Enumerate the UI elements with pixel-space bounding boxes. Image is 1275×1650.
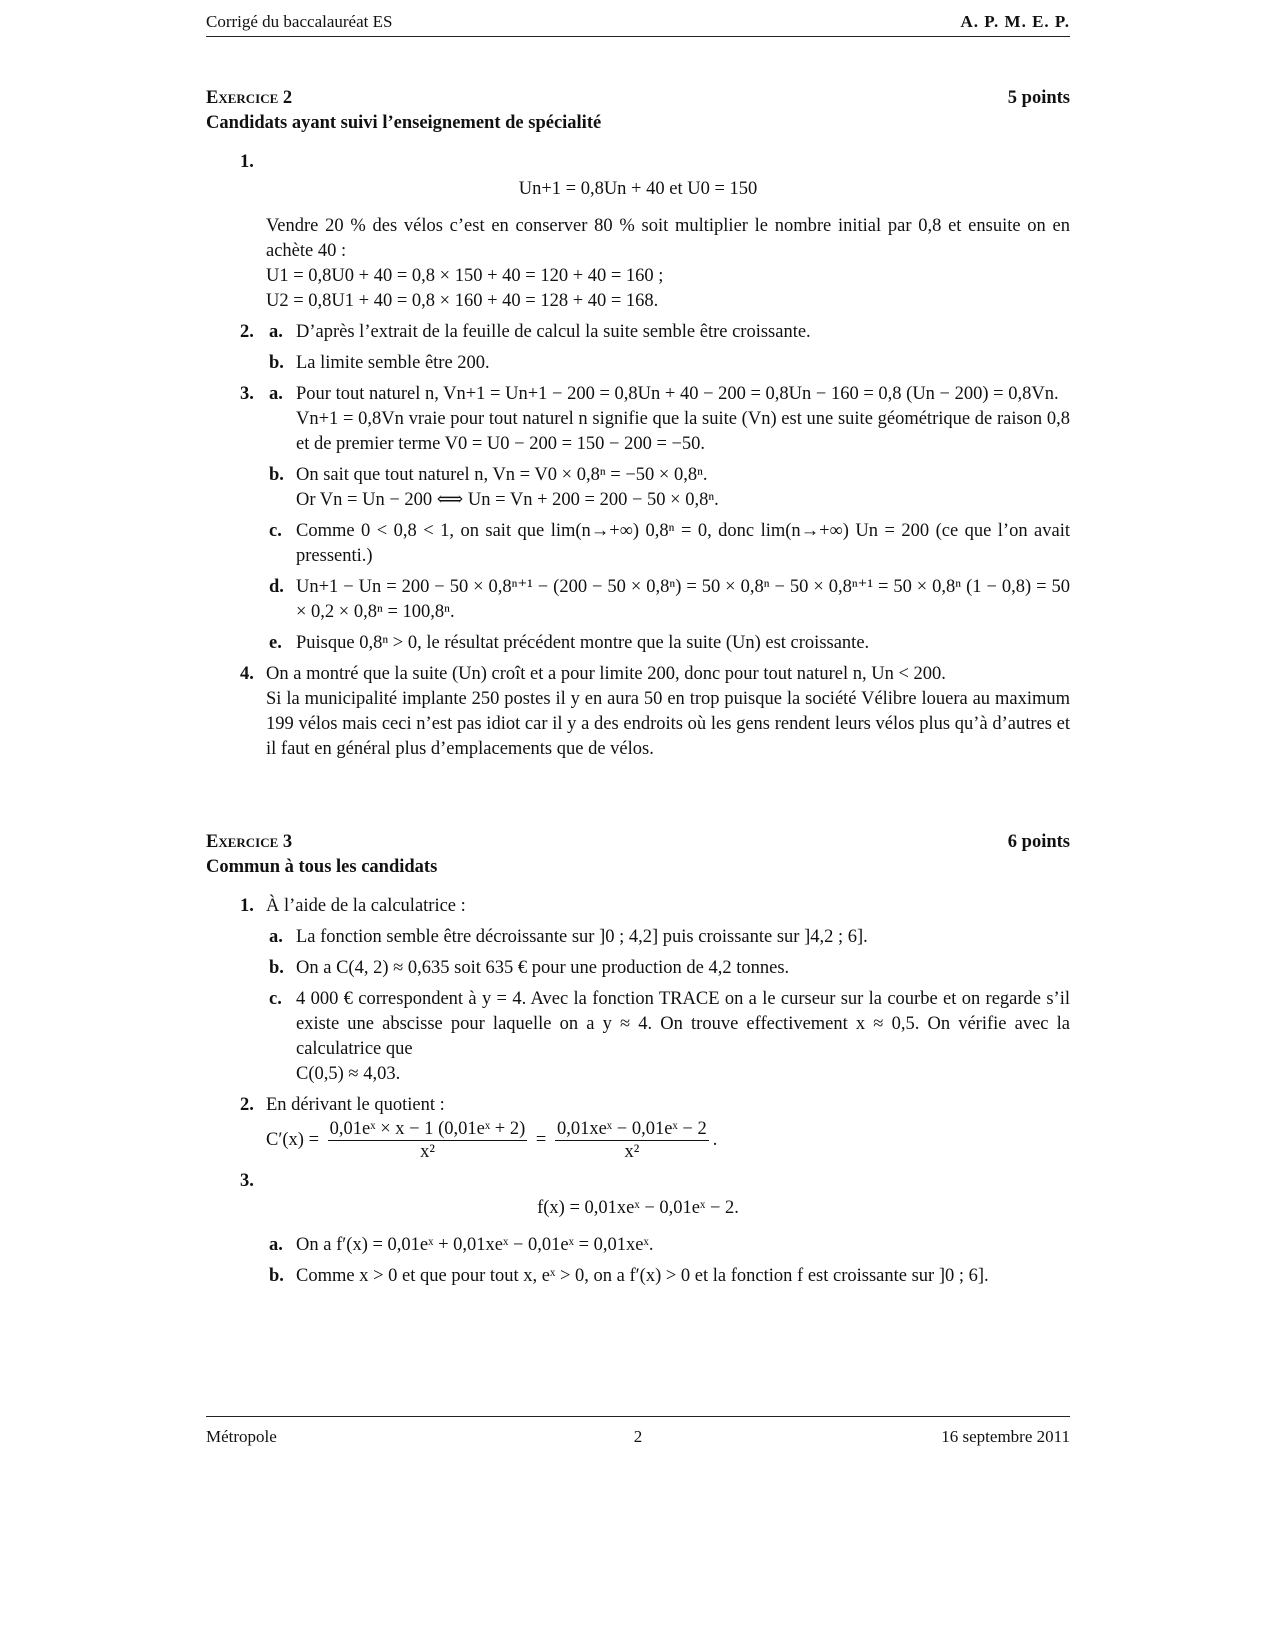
ex3-q1b-text: On a C(4, 2) ≈ 0,635 soit 635 € pour une production de 4,2 tonnes. [296,958,790,978]
footer-right: 16 septembre 2011 [941,1427,1070,1446]
ex3-q2-numerator-2: 0,01xeˣ − 0,01eˣ − 2 [556,1119,707,1139]
exercise-3-points: 6 points [1007,832,1070,852]
ex3-q1b [206,956,1070,981]
ex3-q2-lhs: C′(x) = [266,1129,320,1150]
ex2-q2a-text: D’après l’extrait de la feuille de calcul la suite semble être croissante. [296,322,811,342]
ex2-q3c-letter: c. [269,521,282,541]
ex3-q1a [206,925,1070,950]
ex2-q3d-text: Un+1 − Un = 200 − 50 × 0,8ⁿ⁺¹ − (200 − 50 × 0,8ⁿ) = 50 × 0,8ⁿ − 50 × 0,8ⁿ⁺¹ = 50 × 0,8ⁿ (1 − 0,8) = 50 × 0,2 × 0,8ⁿ = 100,8ⁿ. [296,577,1070,622]
ex2-q4-number: 4. [240,664,254,684]
ex2-q4 [206,662,1070,762]
exercise-2-points: 5 points [1007,88,1070,108]
exercise-3 [206,830,1070,1289]
ex3-q1a-text: La fonction semble être décroissante sur ]0 ; 4,2] puis croissante sur ]4,2 ; 6]. [296,927,868,947]
ex3-q1c-text-2: C(0,5) ≈ 4,03. [296,1064,401,1084]
header-right: A. P. M. E. P. [960,12,1070,31]
ex2-q3e [206,631,1070,656]
ex2-q1 [206,150,1070,314]
exercise-2-title: Exercice 2 [206,88,293,108]
ex2-q3e-letter: e. [269,633,282,653]
ex2-q3c-text: Comme 0 < 0,8 < 1, on sait que lim(n→+∞) 0,8ⁿ = 0, donc lim(n→+∞) Un = 200 (ce que l’on avait pressenti.) [296,521,1070,566]
ex3-q2-numerator-1: 0,01eˣ × x − 1 (0,01eˣ + 2) [329,1119,526,1139]
ex2-q2b [206,351,1070,376]
ex2-q2b-letter: b. [269,353,284,373]
ex2-q3d-letter: d. [269,577,284,597]
ex2-q2a [206,320,1070,345]
footer-page-number: 2 [633,1427,643,1446]
ex2-q3d [206,575,1070,625]
ex3-q3-number: 3. [240,1171,254,1191]
header-left: Corrigé du baccalauréat ES [206,12,393,31]
ex3-q1a-letter: a. [269,927,283,947]
ex2-q1-text: Vendre 20 % des vélos c’est en conserver 80 % soit multiplier le nombre initial par 0,8 et ensuite on en achète 40 : [266,216,1070,261]
ex2-q1-number: 1. [240,152,254,172]
ex2-q2b-text: La limite semble être 200. [296,353,490,373]
page-header [206,10,1070,37]
exercise-3-heading [206,830,1070,855]
exercise-3-subtitle: Commun à tous les candidats [206,857,438,877]
ex3-q2-number: 2. [240,1095,254,1115]
ex2-q3b-text-1: On sait que tout naturel n, Vn = V0 × 0,8ⁿ = −50 × 0,8ⁿ. [296,465,708,485]
ex3-q2 [206,1093,1070,1163]
ex2-q3e-text: Puisque 0,8ⁿ > 0, le résultat précédent montre que la suite (Un) est croissante. [296,633,870,653]
page-footer [206,1416,1070,1447]
ex3-q1c-letter: c. [269,989,282,1009]
ex3-q2-equation [266,1118,1070,1163]
ex3-q2-denominator-1: x² [420,1142,435,1162]
ex2-q1-u1: U1 = 0,8U0 + 40 = 0,8 × 150 + 40 = 120 + 40 = 160 ; [266,266,664,286]
footer-left: Métropole [206,1427,277,1446]
ex3-q3a-letter: a. [269,1235,283,1255]
ex3-q2-fraction-1 [328,1118,528,1163]
ex3-q1-number: 1. [240,896,254,916]
ex2-q1-formula: Un+1 = 0,8Un + 40 et U0 = 150 [518,179,758,199]
exercise-3-title: Exercice 3 [206,832,293,852]
ex3-q3b [206,1264,1070,1289]
ex2-q2-number: 2. [240,322,254,342]
ex3-q2-fraction-2 [555,1118,709,1163]
ex2-q3a-text-1: Pour tout naturel n, Vn+1 = Un+1 − 200 = 0,8Un + 40 − 200 = 0,8Un − 160 = 0,8 (Un − 200) = 0,8Vn. [296,384,1059,404]
exercise-2 [206,86,1070,762]
ex3-q3b-text: Comme x > 0 et que pour tout x, eˣ > 0, on a f′(x) > 0 et la fonction f est croissante sur ]0 ; 6]. [296,1266,989,1286]
ex2-q3b-text-2: Or Vn = Un − 200 ⟺ Un = Vn + 200 = 200 − 50 × 0,8ⁿ. [296,490,719,510]
ex3-q2-period: . [712,1129,718,1150]
ex3-q2-denominator-2: x² [624,1142,640,1162]
ex2-q2a-letter: a. [269,322,283,342]
ex3-q1 [206,894,1070,919]
exercise-2-heading [206,86,1070,111]
ex3-q1-text: À l’aide de la calculatrice : [266,896,466,916]
ex2-q3b [206,463,1070,513]
ex2-q3a-letter: a. [269,384,283,404]
ex2-q3a-text-2: Vn+1 = 0,8Vn vraie pour tout naturel n signifie que la suite (Vn) est une suite géométrique de raison 0,8 et de premier terme V0 = U0 − 200 = 150 − 200 = −50. [296,409,1070,454]
ex3-q2-text: En dérivant le quotient : [266,1095,445,1115]
exercise-2-subtitle: Candidats ayant suivi l’enseignement de spécialité [206,113,602,133]
ex3-q3 [206,1169,1070,1221]
ex3-q3a [206,1233,1070,1258]
ex2-q3a [206,382,1070,457]
ex2-q3b-letter: b. [269,465,284,485]
ex3-q1c [206,987,1070,1087]
ex3-q1c-text-1: 4 000 € correspondent à y = 4. Avec la fonction TRACE on a le curseur sur la courbe et on regarde s’il existe une abscisse pour laquelle on a y ≈ 4. On trouve effectivement x ≈ 0,5. On vérifie avec la calculatrice que [296,989,1070,1059]
ex3-q3b-letter: b. [269,1266,284,1286]
ex2-q3c [206,519,1070,569]
ex2-q3-number: 3. [240,384,254,404]
ex2-q4-text-2: Si la municipalité implante 250 postes il y en aura 50 en trop puisque la société Vélibre louera au maximum 199 vélos mais ceci n’est pas idiot car il y a des endroits où les gens rendent leurs vélos plus qu’à d’autres et il faut en général plus d’emplacements que de vélos. [266,689,1070,759]
ex3-q3-formula: f(x) = 0,01xeˣ − 0,01eˣ − 2. [537,1198,739,1218]
ex2-q4-text-1: On a montré que la suite (Un) croît et a pour limite 200, donc pour tout naturel n, Un < 200. [266,664,946,684]
ex3-q1b-letter: b. [269,958,284,978]
ex3-q2-equals: = [535,1129,547,1150]
ex2-q1-u2: U2 = 0,8U1 + 40 = 0,8 × 160 + 40 = 128 + 40 = 168. [266,291,659,311]
ex3-q3a-text: On a f′(x) = 0,01eˣ + 0,01xeˣ − 0,01eˣ = 0,01xeˣ. [296,1235,654,1255]
